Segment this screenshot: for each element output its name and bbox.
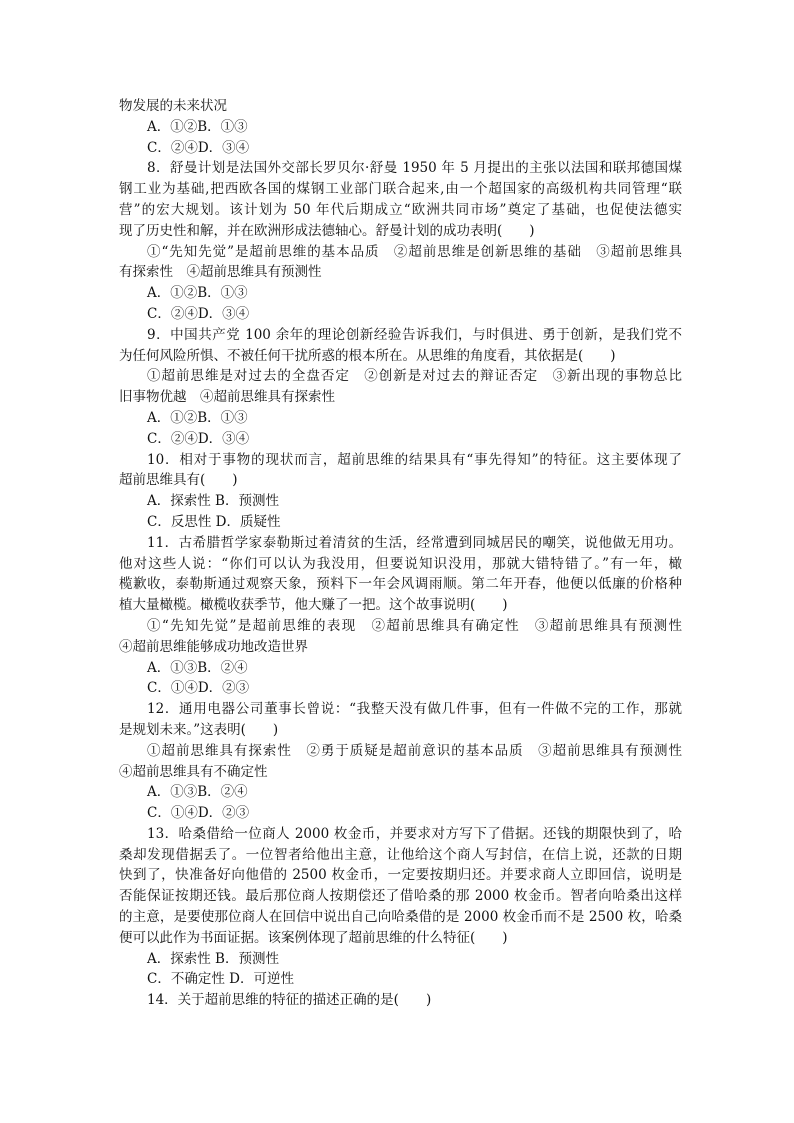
text-line: 植大量橄榄。橄榄收获季节，他大赚了一把。这个故事说明( ) xyxy=(119,597,508,614)
text-line: ④超前思维能够成功地改造世界 xyxy=(119,638,308,655)
text-line: ①超前思维具有探索性 ②勇于质疑是超前意识的基本品质 ③超前思维具有预测性 xyxy=(147,742,682,759)
text-line: ④超前思维具有不确定性 xyxy=(119,763,268,780)
text-line: C．②④D．③④ xyxy=(147,139,250,156)
text-line: ①“先知先觉”是超前思维的表现 ②超前思维具有确定性 ③超前思维具有预测性 xyxy=(147,617,682,634)
text-line: 便可以此作为书面证据。该案例体现了超前思维的什么特征( ) xyxy=(119,929,508,946)
text-line: 13．哈桑借给一位商人 2000 枚金币，并要求对方写下了借据。还钱的期限快到了，哈 xyxy=(147,825,682,842)
text-line: 他对这些人说：“你们可以认为我没用，但要说知识没用，那就大错特错了。”有一年，橄 xyxy=(119,555,682,572)
text-line: ①超前思维是对过去的全盘否定 ②创新是对过去的辩证否定 ③新出现的事物总比 xyxy=(147,368,682,385)
text-line: 14．关于超前思维的特征的描述正确的是( ) xyxy=(147,992,432,1009)
text-line: A．①②B．①③ xyxy=(147,285,248,302)
text-line: A．探索性 B．预测性 xyxy=(147,493,279,510)
text-line: C．①④D．②③ xyxy=(147,680,250,697)
text-line: 旧事物优越 ④超前思维具有探索性 xyxy=(119,389,335,406)
text-line: 营”的宏大规划。该计划为 50 年代后期成立“欧洲共同市场”奠定了基础，也促使法德实 xyxy=(119,201,682,218)
text-line: A．①③B．②④ xyxy=(147,659,248,676)
text-line: A．①③B．②④ xyxy=(147,784,248,801)
text-line: ①“先知先觉”是超前思维的基本品质 ②超前思维是创新思维的基础 ③超前思维具 xyxy=(147,243,682,260)
text-line: 超前思维具有( ) xyxy=(119,472,238,489)
text-line: A．探索性 B．预测性 xyxy=(147,950,279,967)
text-line: 榄歉收，泰勒斯通过观察天象，预料下一年会风调雨顺。第二年开春，他便以低廉的价格种 xyxy=(119,576,682,593)
text-line: 钢工业为基础,把西欧各国的煤钢工业部门联合起来,由一个超国家的高级机构共同管理“联 xyxy=(119,181,682,198)
text-line: 物发展的未来状况 xyxy=(119,98,227,114)
text-line: 桑却发现借据丢了。一位智者给他出主意，让他给这个商人写封信，在信上说，还款的日期 xyxy=(119,846,682,863)
text-line: 9．中国共产党 100 余年的理论创新经验告诉我们，与时俱进、勇于创新，是我们党不 xyxy=(147,326,682,343)
text-line: 快到了，快准备好向他借的 2500 枚金币，一定要按期归还。并要求商人立即回信，说明是 xyxy=(119,867,682,884)
text-line: 是规划未来。”这表明( ) xyxy=(119,721,279,738)
text-line: A．①②B．①③ xyxy=(147,409,248,426)
text-line: 为任何风险所惧、不被任何干扰所惑的根本所在。从思维的角度看，其依据是( ) xyxy=(119,347,616,364)
text-line: C．②④D．③④ xyxy=(147,305,250,322)
text-line: C．不确定性 D．可逆性 xyxy=(147,971,294,988)
text-line: 12．通用电器公司董事长曾说：“我整天没有做几件事，但有一件做不完的工作，那就 xyxy=(147,701,682,718)
text-line: 8．舒曼计划是法国外交部长罗贝尔·舒曼 1950 年 5 月提出的主张以法国和联邦德国煤 xyxy=(147,160,682,177)
text-line: 有探索性 ④超前思维具有预测性 xyxy=(119,264,322,281)
text-line: 11．古希腊哲学家泰勒斯过着清贫的生活，经常遭到同城居民的嘲笑，说他做无用功。 xyxy=(147,534,682,551)
text-line: C．反思性 D．质疑性 xyxy=(147,513,281,530)
text-line: C．①④D．②③ xyxy=(147,805,250,822)
text-line: 否能保证按期还钱。最后那位商人按期偿还了借哈桑的那 2000 枚金币。智者向哈桑出这样 xyxy=(119,888,682,905)
text-line: 的主意，是要使那位商人在回信中说出自己向哈桑借的是 2000 枚金币而不是 2500 枚，哈桑 xyxy=(119,909,682,926)
text-line: 现了历史性和解，并在欧洲形成法德轴心。舒曼计划的成功表明( ) xyxy=(119,222,535,239)
text-line: 10．相对于事物的现状而言，超前思维的结果具有“事先得知”的特征。这主要体现了 xyxy=(147,451,682,468)
text-line: C．②④D．③④ xyxy=(147,430,250,447)
text-line: A．①②B．①③ xyxy=(147,118,248,135)
